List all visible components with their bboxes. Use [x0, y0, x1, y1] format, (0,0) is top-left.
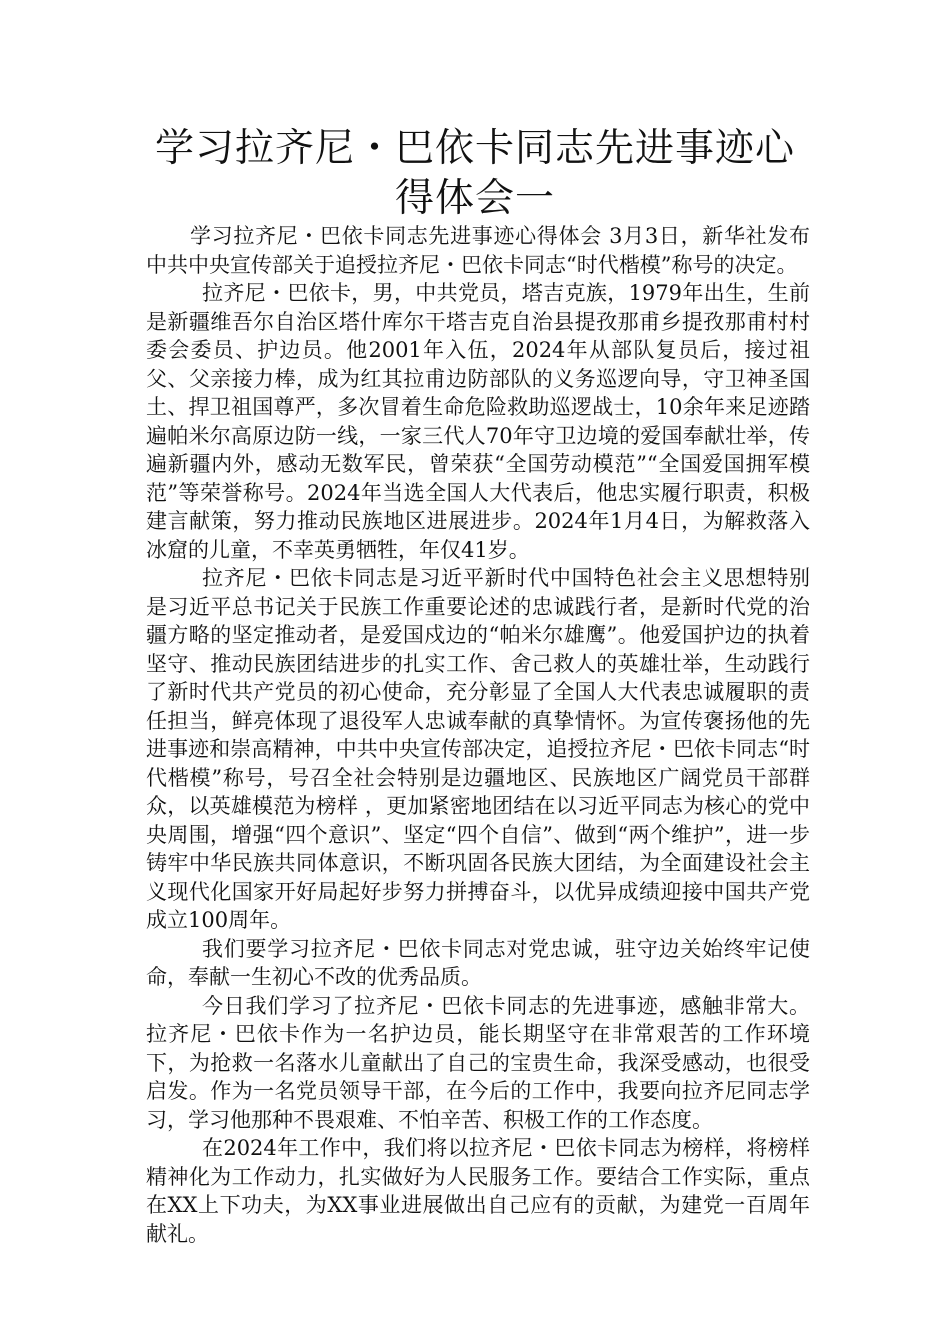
paragraph-significance: 拉齐尼・巴依卡同志是习近平新时代中国特色社会主义思想特别是习近平总书记关于民族工作重要论述的忠诚践行者，是新时代党的治疆方略的坚定推动者，是爱国戍边的“帕米尔雄鹰”。他爱国护边的执着坚守、推动民族团结进步的扎实工作、舍己救人的英雄壮举，生动践行了新时代共产党员的初心使命，充分彰显了全国人大代表忠诚履职的责任担当，鲜亮体现了退役军人忠诚奉献的真挚情怀。为宣传褒扬他的先进事迹和崇高精神，中共中央宣传部决定，追授拉齐尼・巴依卡同志“时代楷模”称号，号召全社会特别是边疆地区、民族地区广阔党员干部群众，以英雄模范为榜样 ，更加紧密地团结在以习近平同志为核心的党中央周围，增强“四个意识”、坚定“四个自信”、做到“两个维护”，进一步铸牢中华民族共同体意识，不断巩固各民族大团结，为全面建设社会主义现代化国家开好局起好步努力拼搏奋斗，以优异成绩迎接中国共产党成立100周年。 — [146, 566, 810, 932]
document-body — [146, 222, 810, 1248]
paragraph-intro: 学习拉齐尼・巴依卡同志先进事迹心得体会 3月3日，新华社发布中共中央宣传部关于追授拉齐尼・巴依卡同志“时代楷模”称号的决定。 — [146, 224, 810, 277]
paragraph-commitment: 在2024年工作中，我们将以拉齐尼・巴依卡同志为榜样，将榜样精神化为工作动力，扎实做好为人民服务工作。要结合工作实际，重点在XX上下功夫，为XX事业进展做出自己应有的贡献，为建党一百周年献礼。 — [146, 1136, 810, 1246]
document-title: 学习拉齐尼・巴依卡同志先进事迹心得体会一 — [154, 126, 795, 221]
paragraph-reflection: 今日我们学习了拉齐尼・巴依卡同志的先进事迹，感触非常大。拉齐尼・巴依卡作为一名护边员，能长期坚守在非常艰苦的工作环境下，为抢救一名落水儿童献出了自己的宝贵生命，我深受感动，也很受启发。作为一名党员领导干部，在今后的工作中，我要向拉齐尼同志学习，学习他那种不畏艰难、不怕辛苦、积极工作的工作态度。 — [146, 993, 810, 1132]
paragraph-biography: 拉齐尼・巴依卡，男，中共党员，塔吉克族，1979年出生，生前是新疆维吾尔自治区塔什库尔干塔吉克自治县提孜那甫乡提孜那甫村村委会委员、护边员。他2001年入伍，2024年从部队复员后，接过祖父、父亲接力棒，成为红其拉甫边防部队的义务巡逻向导，守卫神圣国土、捍卫祖国尊严，多次冒着生命危险救助巡逻战士，10余年来足迹踏遍帕米尔高原边防一线，一家三代人70年守卫边境的爱国奉献壮举，传遍新疆内外，感动无数军民，曾荣获“全国劳动模范”“全国爱国拥军模范”等荣誉称号。2024年当选全国人大代表后，他忠实履行职责，积极建言献策，努力推动民族地区进展进步。2024年1月4日，为解救落入冰窟的儿童，不幸英勇牺牲，年仅41岁。 — [146, 281, 810, 562]
paragraph-learning: 我们要学习拉齐尼・巴依卡同志对党忠诚，驻守边关始终牢记使命，奉献一生初心不改的优秀品质。 — [146, 936, 810, 989]
